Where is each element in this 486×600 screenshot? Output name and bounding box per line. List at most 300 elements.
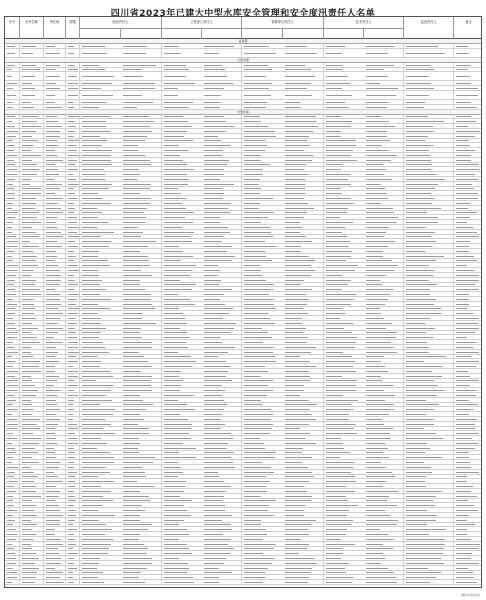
text-placeholder [82, 524, 106, 525]
text-placeholder [164, 395, 194, 396]
table-cell [241, 259, 323, 263]
text-placeholder [285, 462, 302, 463]
table-cell [79, 72, 161, 80]
table-cell [323, 239, 403, 243]
table-cell [403, 551, 453, 555]
table-cell [5, 254, 19, 258]
table-cell [323, 518, 403, 522]
table-cell [403, 44, 453, 48]
text-placeholder [456, 140, 469, 141]
text-placeholder [456, 95, 478, 96]
text-placeholder [68, 83, 78, 84]
table-cell [19, 316, 43, 320]
table-cell [161, 273, 241, 277]
table-cell [453, 201, 483, 205]
text-placeholder [123, 222, 145, 223]
text-placeholder [123, 198, 151, 199]
text-placeholder [164, 46, 179, 47]
table-cell [43, 119, 65, 123]
text-placeholder [456, 568, 468, 569]
text-placeholder [366, 361, 381, 362]
text-placeholder [366, 424, 384, 425]
table-cell [5, 561, 19, 565]
table-cell [323, 566, 403, 570]
text-placeholder [7, 404, 13, 405]
text-placeholder [22, 140, 38, 141]
table-cell [323, 451, 403, 455]
table-cell [43, 124, 65, 128]
text-placeholder [456, 76, 470, 77]
table-cell [5, 259, 19, 263]
table-cell [241, 158, 323, 162]
text-placeholder [46, 486, 56, 487]
table-cell [65, 206, 79, 210]
text-placeholder [244, 107, 266, 108]
text-placeholder [68, 46, 74, 47]
text-placeholder [406, 280, 429, 281]
table-cell [161, 518, 241, 522]
table-cell [403, 177, 453, 181]
table-cell [241, 436, 323, 440]
text-placeholder [7, 323, 15, 324]
text-placeholder [456, 352, 479, 353]
table-cell [79, 556, 161, 560]
table-cell [453, 561, 483, 565]
table-cell [65, 249, 79, 253]
text-placeholder [366, 443, 385, 444]
text-placeholder [68, 323, 77, 324]
text-placeholder [366, 467, 386, 468]
text-placeholder [123, 145, 138, 146]
text-placeholder [46, 544, 63, 545]
table-cell [323, 44, 403, 48]
table-cell [79, 143, 161, 147]
table-cell [79, 575, 161, 579]
table-cell [5, 81, 19, 85]
table-cell [161, 379, 241, 383]
table-cell [161, 465, 241, 469]
table-cell [19, 302, 43, 306]
text-placeholder [326, 361, 355, 362]
text-placeholder [366, 275, 386, 276]
table-cell [161, 532, 241, 536]
table-cell [79, 407, 161, 411]
table-cell [241, 72, 323, 80]
table-cell [161, 350, 241, 354]
text-placeholder [123, 188, 150, 189]
text-placeholder [326, 323, 353, 324]
text-placeholder [123, 241, 156, 242]
text-placeholder [164, 428, 191, 429]
text-placeholder [46, 457, 56, 458]
text-placeholder [164, 169, 194, 170]
table-cell [5, 575, 19, 579]
table-cell [403, 220, 453, 224]
table-cell [453, 167, 483, 171]
table-cell [323, 331, 403, 335]
text-placeholder [82, 145, 102, 146]
text-placeholder [456, 155, 471, 156]
table-cell [5, 436, 19, 440]
table-cell [65, 393, 79, 397]
text-placeholder [164, 385, 181, 386]
text-placeholder [244, 558, 274, 559]
text-placeholder [406, 481, 425, 482]
table-cell [5, 86, 19, 90]
text-placeholder [82, 299, 111, 300]
text-placeholder [204, 308, 233, 309]
text-placeholder [285, 366, 316, 367]
text-placeholder [46, 380, 57, 381]
text-placeholder [82, 155, 111, 156]
table-cell [403, 542, 453, 546]
text-placeholder [244, 150, 265, 151]
text-placeholder [164, 174, 187, 175]
table-cell [241, 542, 323, 546]
table-cell [43, 268, 65, 272]
text-placeholder [7, 270, 17, 271]
text-placeholder [68, 539, 75, 540]
text-placeholder [164, 160, 183, 161]
table-cell [161, 359, 241, 363]
text-placeholder [164, 284, 196, 285]
text-placeholder [22, 467, 30, 468]
text-placeholder [456, 515, 469, 516]
text-placeholder [68, 332, 76, 333]
text-placeholder [7, 356, 12, 357]
text-placeholder [326, 390, 356, 391]
table-cell [43, 571, 65, 575]
text-placeholder [326, 380, 357, 381]
table-cell [65, 379, 79, 383]
table-cell [161, 527, 241, 531]
text-placeholder [123, 452, 139, 453]
text-placeholder [406, 476, 426, 477]
table-cell [79, 364, 161, 368]
text-placeholder [456, 116, 471, 117]
column-header: 序号 [8, 20, 16, 24]
text-placeholder [366, 510, 385, 511]
text-placeholder [123, 385, 151, 386]
text-placeholder [204, 462, 233, 463]
table-cell [453, 379, 483, 383]
text-placeholder [22, 428, 40, 429]
text-placeholder [123, 155, 145, 156]
text-placeholder [164, 400, 178, 401]
text-placeholder [22, 179, 31, 180]
table-cell [453, 263, 483, 267]
text-placeholder [7, 179, 15, 180]
text-placeholder [244, 534, 267, 535]
text-placeholder [204, 102, 221, 103]
text-placeholder [204, 275, 218, 276]
text-placeholder [123, 419, 144, 420]
text-placeholder [366, 496, 389, 497]
text-placeholder [123, 462, 153, 463]
table-cell [5, 475, 19, 479]
table-cell [79, 484, 161, 488]
table-cell [323, 575, 403, 579]
table-cell [19, 63, 43, 67]
text-placeholder [82, 395, 106, 396]
text-placeholder [164, 251, 183, 252]
text-placeholder [326, 241, 350, 242]
text-placeholder [7, 505, 14, 506]
text-placeholder [164, 280, 180, 281]
table-cell [43, 211, 65, 215]
table-cell [5, 215, 19, 219]
text-placeholder [68, 280, 75, 281]
table-cell [403, 68, 453, 72]
table-cell [43, 460, 65, 464]
text-placeholder [46, 76, 60, 77]
table-cell [241, 446, 323, 450]
text-placeholder [366, 121, 389, 122]
text-placeholder [123, 558, 152, 559]
text-placeholder [204, 414, 222, 415]
table-cell [43, 383, 65, 387]
text-placeholder [456, 534, 467, 535]
text-placeholder [7, 361, 16, 362]
table-cell [79, 412, 161, 416]
text-placeholder [46, 524, 60, 525]
table-cell [5, 68, 19, 72]
table-cell [323, 369, 403, 373]
text-placeholder [68, 553, 78, 554]
table-cell [79, 321, 161, 325]
text-placeholder [123, 481, 137, 482]
text-placeholder [244, 400, 261, 401]
text-placeholder [326, 539, 341, 540]
table-cell [65, 383, 79, 387]
table-cell [453, 475, 483, 479]
text-placeholder [164, 438, 191, 439]
text-placeholder [244, 155, 261, 156]
text-placeholder [326, 553, 343, 554]
table-cell [323, 316, 403, 320]
table-cell [19, 580, 43, 584]
table-cell [65, 177, 79, 181]
table-cell [43, 455, 65, 459]
table-cell [403, 235, 453, 239]
table-cell [79, 68, 161, 72]
text-placeholder [46, 280, 61, 281]
text-placeholder [244, 515, 274, 516]
table-cell [79, 268, 161, 272]
text-placeholder [244, 328, 262, 329]
table-cell [5, 326, 19, 330]
table-cell [403, 268, 453, 272]
table-cell [5, 124, 19, 128]
text-placeholder [456, 529, 467, 530]
text-placeholder [82, 328, 106, 329]
column-header: 技术责任人 [323, 17, 403, 39]
table-cell [323, 230, 403, 234]
text-placeholder [244, 428, 272, 429]
table-cell [241, 518, 323, 522]
table-cell [241, 503, 323, 507]
text-placeholder [244, 390, 273, 391]
text-placeholder [7, 102, 13, 103]
table-cell [453, 431, 483, 435]
table-body [5, 39, 481, 588]
text-placeholder [123, 366, 152, 367]
text-placeholder [456, 241, 470, 242]
text-placeholder [366, 164, 383, 165]
text-placeholder [406, 347, 429, 348]
text-placeholder [456, 193, 478, 194]
table-cell [241, 580, 323, 584]
table-cell [65, 475, 79, 479]
table-cell [161, 163, 241, 167]
text-placeholder [22, 46, 36, 47]
text-placeholder [204, 568, 219, 569]
table-cell [161, 436, 241, 440]
table-cell [453, 551, 483, 555]
table-cell [453, 542, 483, 546]
text-placeholder [123, 534, 140, 535]
table-cell [65, 115, 79, 119]
text-placeholder [82, 236, 101, 237]
text-placeholder [456, 328, 479, 329]
table-cell [79, 297, 161, 301]
table-cell [65, 431, 79, 435]
table-cell [161, 119, 241, 123]
text-placeholder [406, 179, 445, 180]
text-placeholder [164, 193, 181, 194]
table-cell [323, 388, 403, 392]
text-placeholder [22, 400, 31, 401]
text-placeholder [285, 496, 312, 497]
text-placeholder [366, 150, 389, 151]
text-placeholder [68, 419, 73, 420]
table-cell [65, 359, 79, 363]
table-cell [323, 268, 403, 272]
text-placeholder [326, 145, 356, 146]
table-cell [241, 206, 323, 210]
table-cell [79, 431, 161, 435]
text-placeholder [7, 332, 18, 333]
text-placeholder [68, 318, 76, 319]
text-placeholder [123, 164, 151, 165]
table-cell [161, 455, 241, 459]
table-cell [453, 383, 483, 387]
text-placeholder [204, 472, 218, 473]
table-cell [161, 566, 241, 570]
table-cell [323, 359, 403, 363]
text-placeholder [82, 150, 112, 151]
text-placeholder [82, 520, 99, 521]
table-cell [403, 230, 453, 234]
table-cell [19, 398, 43, 402]
table-cell [19, 172, 43, 176]
table-cell [65, 484, 79, 488]
table-cell [19, 513, 43, 517]
table-cell [43, 235, 65, 239]
table-cell [161, 499, 241, 503]
table-cell [161, 561, 241, 565]
text-placeholder [406, 198, 434, 199]
table-cell [161, 249, 241, 253]
table-cell [241, 263, 323, 267]
text-placeholder [7, 121, 12, 122]
text-placeholder [22, 505, 36, 506]
text-placeholder [366, 524, 397, 525]
text-placeholder [456, 217, 470, 218]
text-placeholder [68, 491, 74, 492]
text-placeholder [326, 481, 356, 482]
table-cell [161, 311, 241, 315]
table-cell [5, 119, 19, 123]
table-cell [403, 182, 453, 186]
table-cell [19, 340, 43, 344]
text-placeholder [406, 486, 426, 487]
text-placeholder [22, 193, 41, 194]
text-placeholder [326, 217, 340, 218]
table-cell [5, 451, 19, 455]
table-cell [161, 547, 241, 551]
text-placeholder [285, 236, 306, 237]
text-placeholder [68, 404, 73, 405]
text-placeholder [68, 577, 73, 578]
text-placeholder [68, 116, 79, 117]
text-placeholder [164, 145, 179, 146]
table-cell [43, 379, 65, 383]
text-placeholder [123, 179, 137, 180]
text-placeholder [285, 131, 313, 132]
table-cell [241, 254, 323, 258]
table-cell [43, 451, 65, 455]
text-placeholder [406, 169, 431, 170]
text-placeholder [244, 380, 273, 381]
text-placeholder [68, 582, 74, 583]
table-cell [241, 499, 323, 503]
table-cell [323, 158, 403, 162]
text-placeholder [406, 76, 429, 77]
table-cell [241, 455, 323, 459]
text-placeholder [366, 188, 385, 189]
text-placeholder [326, 304, 351, 305]
table-cell [43, 499, 65, 503]
text-placeholder [406, 164, 432, 165]
text-placeholder [366, 179, 392, 180]
text-placeholder [7, 265, 18, 266]
text-placeholder [285, 419, 316, 420]
text-placeholder [123, 251, 140, 252]
text-placeholder [68, 140, 79, 141]
table-cell [65, 68, 79, 72]
table-cell [453, 350, 483, 354]
text-placeholder [46, 83, 56, 84]
text-placeholder [326, 179, 348, 180]
text-placeholder [82, 544, 111, 545]
table-cell [453, 172, 483, 176]
table-cell [65, 91, 79, 99]
table-cell [5, 316, 19, 320]
text-placeholder [68, 308, 79, 309]
table-cell [79, 451, 161, 455]
table-cell [65, 523, 79, 527]
table-cell [43, 316, 65, 320]
text-placeholder [406, 467, 431, 468]
table-cell [43, 436, 65, 440]
text-placeholder [366, 160, 391, 161]
text-placeholder [7, 160, 14, 161]
text-placeholder [456, 433, 479, 434]
table-cell [19, 508, 43, 512]
table-cell [65, 580, 79, 584]
text-placeholder [22, 347, 31, 348]
